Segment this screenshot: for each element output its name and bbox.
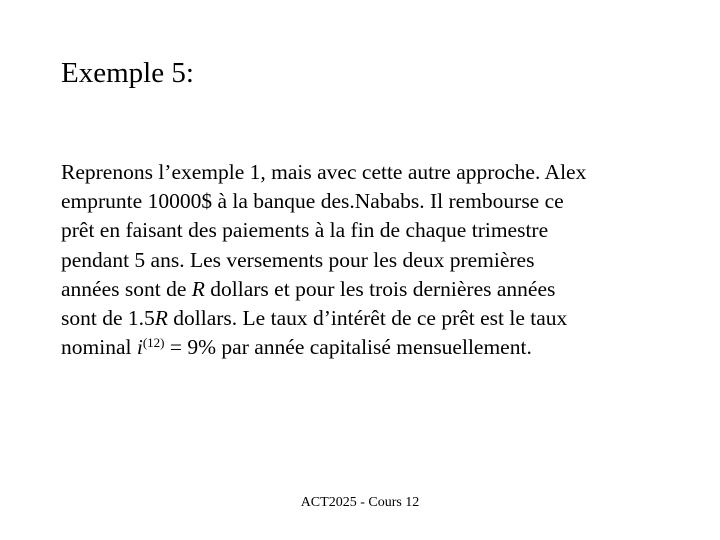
body-line-7-text-a: nominal (61, 335, 137, 360)
body-line-2: emprunte 10000$ à la banque des.Nababs. Il rembourse ce (61, 189, 564, 214)
body-line-6-text-b: dollars. Le taux d’intérêt de ce prêt est le taux (167, 306, 568, 331)
body-line-7-text-b: = 9% par année capitalisé mensuellement. (164, 335, 532, 360)
slide-title: Exemple 5: (61, 57, 194, 89)
body-line-6-text-a: sont de 1.5 (61, 306, 155, 331)
body-line-6 (61, 304, 661, 333)
body-line-4: pendant 5 ans. Les versements pour les deux premières (61, 247, 535, 272)
body-line-5-text-b: dollars et pour les trois dernières années (204, 276, 556, 301)
variable-r: R (191, 276, 205, 301)
body-line-5-text-a: années sont de (61, 276, 192, 301)
body-line-1: Reprenons l’exemple 1, mais avec cette autre approche. Alex (61, 160, 587, 184)
body-line-5 (61, 275, 661, 304)
superscript-12: (12) (142, 335, 165, 351)
body-line-7 (61, 333, 661, 362)
body-line-3: prêt en faisant des paiements à la fin de chaque trimestre (61, 218, 549, 243)
slide-body (61, 158, 661, 362)
variable-r: R (154, 306, 168, 331)
slide-footer: ACT2025 - Cours 12 (300, 495, 420, 510)
variable-i: i (136, 335, 143, 360)
